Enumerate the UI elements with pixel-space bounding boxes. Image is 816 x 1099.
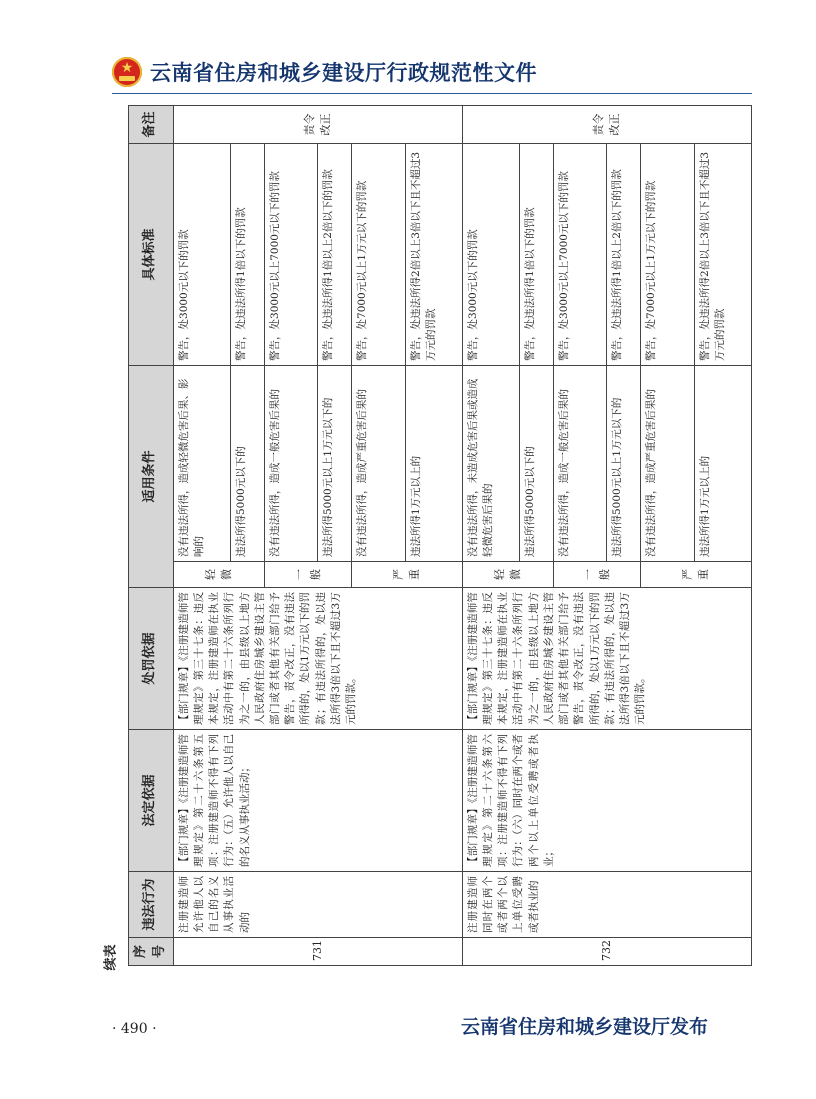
standard-cell: 警告，处违法所得2倍以上3倍以下且不超过3万元的罚款: [694, 143, 751, 365]
standard-cell: 警告，处3000元以下的罚款: [173, 143, 230, 365]
level-label: 一般: [264, 562, 351, 588]
condition-cell: 没有违法所得，造成一般危害后果的: [264, 365, 318, 561]
standard-cell: 警告，处违法所得1倍以上2倍以下的罚款: [318, 143, 352, 365]
condition-cell: 没有违法所得，未造成危害后果或造成轻微危害后果的: [462, 365, 519, 561]
table-row: [462, 105, 519, 965]
condition-cell: 没有违法所得，造成一般危害后果的: [553, 365, 607, 561]
document-series-title: 云南省住房和城乡建设厅行政规范性文件: [150, 61, 537, 85]
condition-cell: 违法所得5000元以上1万元以下的: [607, 365, 641, 561]
row-penalty-basis: 【部门规章】《注册建造师管理规定》第三十七条：违反本规定，注册建造师在执业活动中有第二十六条所列行为之一的，由县级以上地方人民政府住房城乡建设主管部门或者其他有关部门给予警告，责令改正，没有违法所得的，处以1万元以下的罚款；有违法所得的，处以违法所得3倍以下且不超过3万元的罚款。: [462, 588, 751, 730]
row-seq: 732: [462, 938, 751, 966]
row-behavior: 注册建造师同时在两个或者两个以上单位受聘或者执业的: [462, 872, 751, 938]
condition-cell: 没有违法所得，造成严重危害后果的: [352, 365, 406, 561]
national-emblem-icon: ★: [112, 57, 142, 87]
condition-cell: 违法所得5000元以下的: [519, 365, 553, 561]
standard-cell: 警告，处3000元以上7000元以下的罚款: [553, 143, 607, 365]
row-behavior: 注册建造师允许他人以自己的名义从事执业活动的: [173, 872, 462, 938]
continued-label-wrap: [104, 936, 126, 976]
row-note: 责令改正: [173, 105, 462, 143]
publisher-footer: 云南省住房和城乡建设厅发布: [460, 1016, 708, 1038]
standard-cell: 警告，处违法所得1倍以下的罚款: [519, 143, 553, 365]
header-conditions: 适用条件: [129, 365, 174, 587]
level-label: 严重: [641, 562, 752, 588]
condition-cell: 违法所得5000元以下的: [230, 365, 264, 561]
page-number: · 490 ·: [112, 1021, 157, 1037]
standard-cell: 警告，处违法所得2倍以上3倍以下且不超过3万元的罚款: [405, 143, 462, 365]
table-row: [173, 105, 230, 965]
condition-cell: 没有违法所得，造成严重危害后果的: [641, 365, 695, 561]
header-penalty-basis: 处罚依据: [129, 588, 174, 730]
standard-cell: 警告，处违法所得1倍以上2倍以下的罚款: [607, 143, 641, 365]
level-label: 严重: [352, 562, 463, 588]
header-behavior: 违法行为: [129, 872, 174, 938]
header-divider: [112, 93, 752, 94]
header-note: 备注: [129, 105, 174, 143]
standard-cell: 警告，处违法所得1倍以下的罚款: [230, 143, 264, 365]
level-label: 轻微: [173, 562, 264, 588]
condition-cell: 没有违法所得，造成轻微危害后果、影响的: [173, 365, 230, 561]
page-header: [112, 52, 537, 92]
header-seq: 序号: [129, 938, 174, 966]
header-standards: 具体标准: [129, 143, 174, 365]
condition-cell: 违法所得1万元以上的: [694, 365, 751, 561]
row-note: 责令改正: [462, 105, 751, 143]
standard-cell: 警告，处7000元以上1万元以下的罚款: [641, 143, 695, 365]
penalty-table-wrap: [128, 106, 752, 966]
rotated-table-container: [128, 106, 752, 966]
condition-cell: 违法所得5000元以上1万元以下的: [318, 365, 352, 561]
level-label: 轻微: [462, 562, 553, 588]
level-label: 一般: [553, 562, 640, 588]
penalty-discretion-table: [128, 105, 752, 966]
row-legal-basis: 【部门规章】《注册建造师管理规定》第二十六条第六项：注册建造师不得有下列行为：（六）同时在两个或者两个以上单位受聘或者执业；: [462, 730, 751, 872]
condition-cell: 违法所得1万元以上的: [405, 365, 462, 561]
standard-cell: 警告，处7000元以上1万元以下的罚款: [352, 143, 406, 365]
standard-cell: 警告，处3000元以下的罚款: [462, 143, 519, 365]
continued-label: 续表: [103, 944, 119, 971]
table-header-row: [129, 105, 174, 965]
row-legal-basis: 【部门规章】《注册建造师管理规定》第二十六条第五项：注册建造师不得有下列行为：（五）允许他人以自己的名义从事执业活动；: [173, 730, 462, 872]
header-legal-basis: 法定依据: [129, 730, 174, 872]
row-seq: 731: [173, 938, 462, 966]
row-penalty-basis: 【部门规章】《注册建造师管理规定》第三十七条：违反本规定，注册建造师在执业活动中有第二十六条所列行为之一的，由县级以上地方人民政府住房城乡建设主管部门或者其他有关部门给予警告，责令改正，没有违法所得的，处以1万元以下的罚款；有违法所得的，处以违法所得3倍以下且不超过3万元的罚款。: [173, 588, 462, 730]
standard-cell: 警告，处3000元以上7000元以下的罚款: [264, 143, 318, 365]
